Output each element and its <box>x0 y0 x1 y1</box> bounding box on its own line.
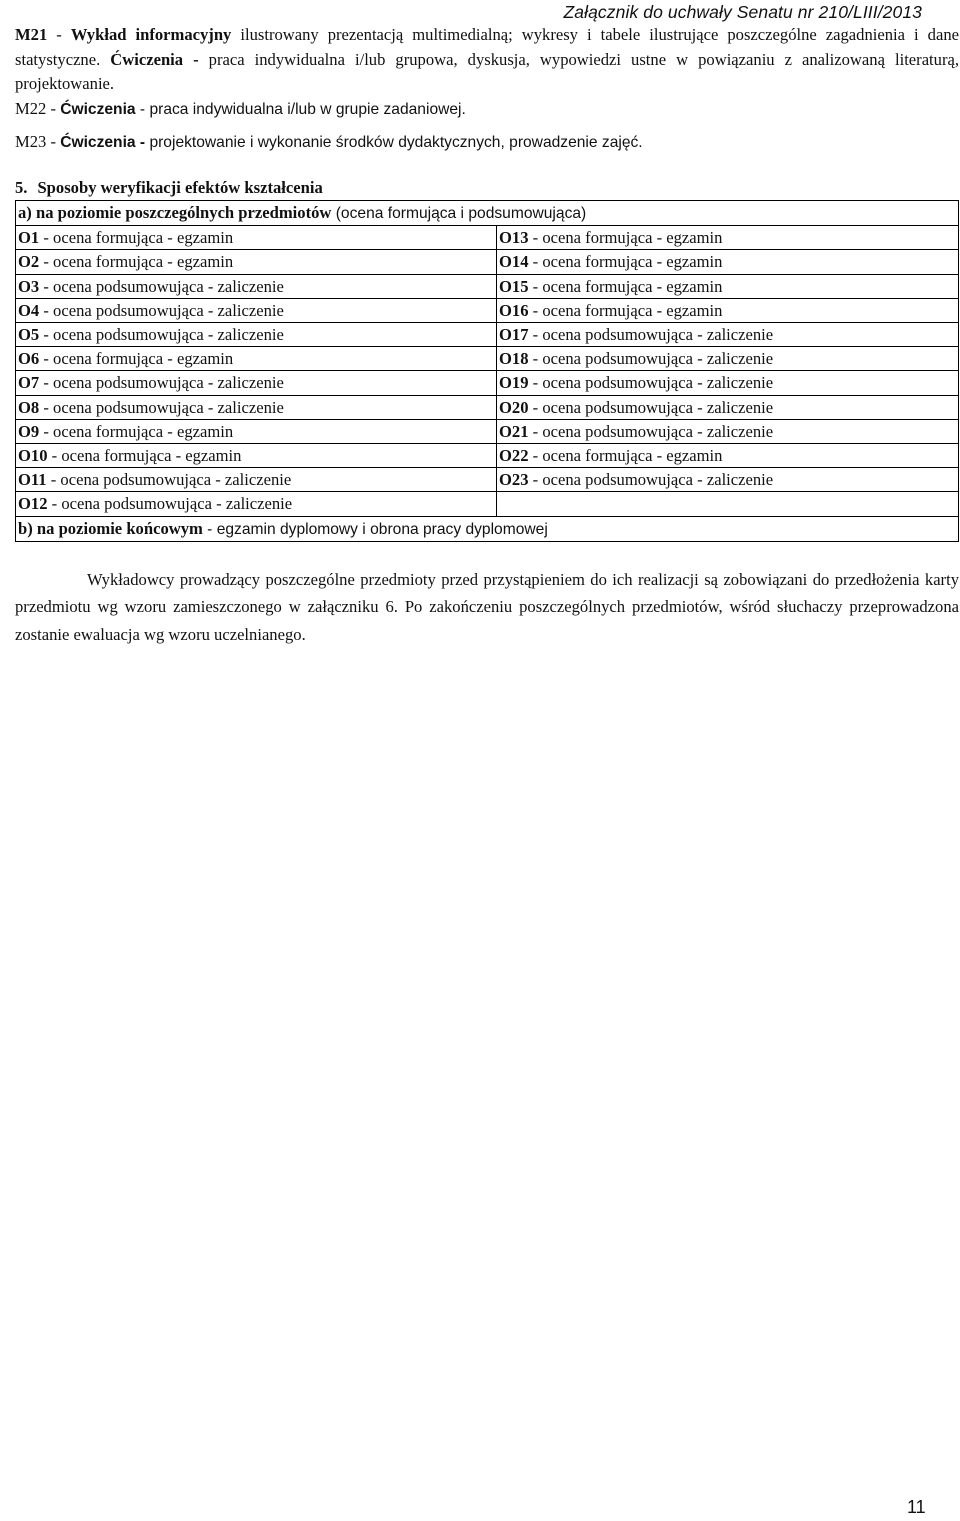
assessment-cell-right <box>497 395 959 419</box>
assessment-row <box>16 395 959 419</box>
assessment-text: - ocena podsumowująca - zaliczenie <box>528 470 774 490</box>
assessment-cell-left <box>16 323 497 347</box>
assessment-row <box>16 419 959 443</box>
method-m21-bold2: Ćwiczenia - <box>110 49 199 69</box>
method-m22-code: M22 <box>15 98 47 118</box>
method-m21-sep: - <box>47 25 71 44</box>
assessment-text: - ocena podsumowująca - zaliczenie <box>39 397 284 417</box>
assessment-code: O10 <box>18 446 48 466</box>
assessment-cell-right <box>497 347 959 371</box>
assessment-row <box>16 250 959 274</box>
assessment-cell-right <box>497 492 959 516</box>
assessment-cell-right <box>497 468 959 492</box>
assessment-text: - ocena formująca - egzamin <box>39 228 234 248</box>
assessment-cell-right <box>497 250 959 274</box>
assessment-row <box>16 347 959 371</box>
level-a-row <box>16 201 959 226</box>
assessment-code: O2 <box>18 252 40 272</box>
assessment-cell-left <box>16 492 497 516</box>
level-b-text: - egzamin dyplomowy i obrona pracy dyplomowej <box>202 520 548 538</box>
level-a-label: a) na poziomie poszczególnych przedmiotów <box>18 203 332 222</box>
assessment-code: O8 <box>18 397 40 417</box>
assessment-code: O7 <box>18 373 40 393</box>
assessment-code: O5 <box>18 325 40 345</box>
method-m23-text: projektowanie i wykonanie środków dydaktycznych, prowadzenie zajęć. <box>145 134 643 151</box>
level-a-note: (ocena formująca i podsumowująca) <box>331 205 587 222</box>
assessment-code: O16 <box>499 300 529 320</box>
method-m22 <box>15 97 959 123</box>
assessment-row <box>16 226 959 250</box>
assessment-row <box>16 444 959 468</box>
assessment-cell-left <box>16 444 497 468</box>
assessment-text: - ocena podsumowująca - zaliczenie <box>39 276 284 296</box>
assessment-text: - ocena formująca - egzamin <box>39 421 234 441</box>
assessment-code: O12 <box>18 494 48 514</box>
assessment-row <box>16 298 959 322</box>
assessment-text: - ocena formująca - egzamin <box>528 228 723 248</box>
method-m21-text2: praca indywidualna i/lub grupowa, dyskusja, wypowiedzi ustne w powiązaniu z analizowaną literaturą, projektowanie. <box>15 49 960 93</box>
section-5-heading: Sposoby weryfikacji efektów kształcenia <box>37 177 323 197</box>
assessment-code: O3 <box>18 276 40 296</box>
assessment-text: - ocena podsumowująca - zaliczenie <box>39 373 284 393</box>
assessment-code: O11 <box>18 470 47 490</box>
assessment-code: O14 <box>499 252 529 272</box>
assessment-code: O20 <box>499 397 529 417</box>
method-m23-bold: Ćwiczenia - <box>60 134 146 151</box>
assessment-cell-right <box>497 274 959 298</box>
assessment-text: - ocena formująca - egzamin <box>528 300 723 320</box>
section-5-number: 5. <box>15 177 28 197</box>
method-m21-lead: Wykład informacyjny <box>70 25 232 44</box>
section-5-title <box>15 176 959 201</box>
method-m22-text: - praca indywidualna i/lub w grupie zadaniowej. <box>135 100 466 118</box>
assessment-text: - ocena podsumowująca - zaliczenie <box>39 300 284 320</box>
level-a-cell <box>16 201 959 226</box>
assessment-cell-right <box>497 444 959 468</box>
assessment-code: O9 <box>18 421 40 441</box>
assessment-code: O18 <box>499 349 529 369</box>
assessment-text: - ocena podsumowująca - zaliczenie <box>528 325 774 345</box>
method-m23-code: M23 <box>15 132 47 151</box>
assessment-row <box>16 468 959 492</box>
attachment-note: Załącznik do uchwały Senatu nr 210/LIII/2013 <box>563 2 922 22</box>
page-number: 11 <box>907 1497 926 1517</box>
method-m21 <box>15 23 959 97</box>
level-b-label: b) na poziomie końcowym <box>18 518 203 538</box>
method-m23 <box>15 130 959 156</box>
assessment-text: - ocena formująca - egzamin <box>47 446 242 466</box>
assessment-text: - ocena formująca - egzamin <box>528 446 723 466</box>
assessment-cell-left <box>16 226 497 250</box>
assessment-text: - ocena podsumowująca - zaliczenie <box>39 325 284 345</box>
assessment-cell-left <box>16 347 497 371</box>
assessment-text: - ocena podsumowująca - zaliczenie <box>46 470 292 490</box>
method-m21-code: M21 <box>15 25 48 44</box>
method-m22-bold: Ćwiczenia <box>60 100 136 118</box>
assessment-row <box>16 274 959 298</box>
assessment-row <box>16 371 959 395</box>
assessment-cell-right <box>497 371 959 395</box>
assessment-code: O17 <box>499 325 529 345</box>
assessment-text: - ocena formująca - egzamin <box>39 252 234 272</box>
assessment-cell-right <box>497 323 959 347</box>
assessment-cell-right <box>497 298 959 322</box>
assessment-row <box>16 492 959 516</box>
document-body <box>15 23 959 649</box>
assessment-table <box>15 200 959 542</box>
closing-paragraph: Wykładowcy prowadzący poszczególne przedmioty przed przystąpieniem do ich realizacji są zobowiązani do przedłożenia karty przedmiotu wg wzoru zamieszczonego w załączniku 6. Po zakończeniu poszczególnych przedmiotów, wśród słuchaczy przeprowadzona zostanie ewaluacja wg wzoru uczelnianego. <box>15 569 959 645</box>
assessment-code: O15 <box>499 276 529 296</box>
assessment-text: - ocena podsumowująca - zaliczenie <box>47 494 293 514</box>
assessment-text: - ocena podsumowująca - zaliczenie <box>528 397 774 417</box>
assessment-code: O1 <box>18 228 40 248</box>
assessment-cell-left <box>16 250 497 274</box>
assessment-cell-left <box>16 371 497 395</box>
assessment-text: - ocena podsumowująca - zaliczenie <box>528 373 774 393</box>
assessment-cell-left <box>16 468 497 492</box>
level-b-row <box>16 516 959 541</box>
level-b-cell <box>16 516 959 541</box>
assessment-cell-left <box>16 395 497 419</box>
assessment-cell-left <box>16 419 497 443</box>
assessment-text: - ocena formująca - egzamin <box>528 252 723 272</box>
assessment-code: O13 <box>499 228 529 248</box>
assessment-text: - ocena formująca - egzamin <box>528 276 723 296</box>
assessment-cell-right <box>497 419 959 443</box>
assessment-cell-left <box>16 298 497 322</box>
assessment-text: - ocena podsumowująca - zaliczenie <box>528 421 774 441</box>
assessment-code: O22 <box>499 446 529 466</box>
assessment-code: O21 <box>499 421 529 441</box>
assessment-code: O6 <box>18 349 40 369</box>
assessment-text: - ocena podsumowująca - zaliczenie <box>528 349 774 369</box>
assessment-cell-left <box>16 274 497 298</box>
assessment-row <box>16 323 959 347</box>
method-m23-sep: - <box>46 132 61 151</box>
assessment-code: O19 <box>499 373 529 393</box>
assessment-cell-right <box>497 226 959 250</box>
assessment-text: - ocena formująca - egzamin <box>39 349 234 369</box>
method-m21-text1: ilustrowany prezentacją multimedialną; wykresy i tabele ilustrujące poszczególne zagadnienia i dane statystyczne. <box>15 25 959 69</box>
method-m22-sep: - <box>46 98 61 118</box>
assessment-code: O4 <box>18 300 40 320</box>
assessment-code: O23 <box>499 470 529 490</box>
